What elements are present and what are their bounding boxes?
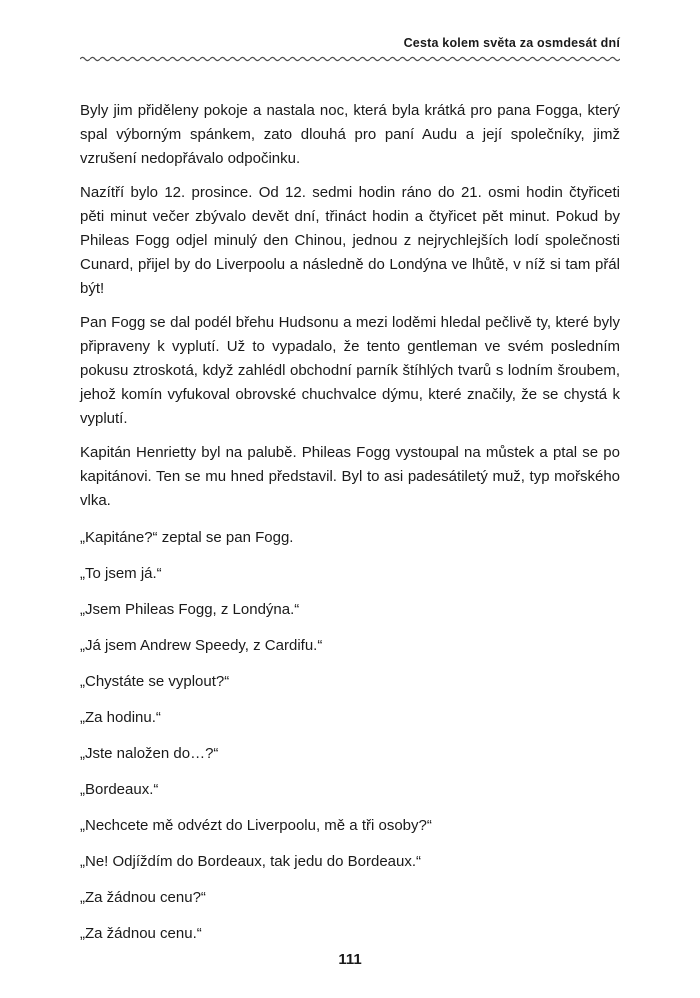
wavy-divider [80,55,620,63]
page-number: 111 [338,951,362,968]
paragraph-1: Byly jim přiděleny pokoje a nastala noc, která byla krátká pro pana Fogga, který spal výborným spánkem, zato dlouhá pro paní Audu a její společníky, jimž vzrušení nedopřávalo odpočinku. [80,102,620,167]
dialogue-line-6: „Za hodinu.“ [80,709,161,726]
dialogue-line-8: „Bordeaux.“ [80,781,159,798]
paragraph-2: Nazítří bylo 12. prosince. Od 12. sedmi hodin ráno do 21. osmi hodin čtyřiceti pěti minut večer zbývalo devět dní, třináct hodin a čtyřicet pět minut. Pokud by Phileas Fogg odjel minulý den Chinou, jednou z nejrychlejších lodí společnosti Cunard, přijel by do Liverpoolu a následně do Londýna ve lhůtě, v níž si tam přál být! [80,184,620,297]
dialogue-line-1: „Kapitáne?“ zeptal se pan Fogg. [80,529,294,546]
dialogue-line-10: „Ne! Odjíždím do Bordeaux, tak jedu do Bordeaux.“ [80,853,422,870]
dialogue-line-9: „Nechcete mě odvézt do Liverpoolu, mě a tři osoby?“ [80,817,432,834]
page-header [80,36,620,63]
dialogue-line-5: „Chystáte se vyplout?“ [80,673,230,690]
dialogue-line-2: „To jsem já.“ [80,565,162,582]
dialogue-line-11: „Za žádnou cenu?“ [80,889,206,906]
dialogue-line-7: „Jste naložen do…?“ [80,745,219,762]
dialogue-line-12: „Za žádnou cenu.“ [80,925,202,942]
running-title: Cesta kolem světa za osmdesát dní [403,36,620,50]
paragraph-4: Kapitán Henrietty byl na palubě. Phileas Fogg vystoupal na můstek a ptal se po kapitánovi. Ten se mu hned představil. Byl to asi padesátiletý muž, typ mořského vlka. [80,444,620,509]
paragraph-3: Pan Fogg se dal podél břehu Hudsonu a mezi loděmi hledal pečlivě ty, které byly připraveny k vyplutí. Už to vypadalo, že tento gentleman ve svém posledním pokusu ztroskotá, když zahlédl obchodní parník štíhlých tvarů s lodním šroubem, jehož komín vyfukoval obrovské chuchvalce dýmu, které značily, že se chystá k vyplutí. [80,314,620,427]
page-footer [0,951,700,968]
page-body [80,99,620,955]
dialogue-line-4: „Já jsem Andrew Speedy, z Cardifu.“ [80,637,323,654]
dialogue-line-3: „Jsem Phileas Fogg, z Londýna.“ [80,601,300,618]
